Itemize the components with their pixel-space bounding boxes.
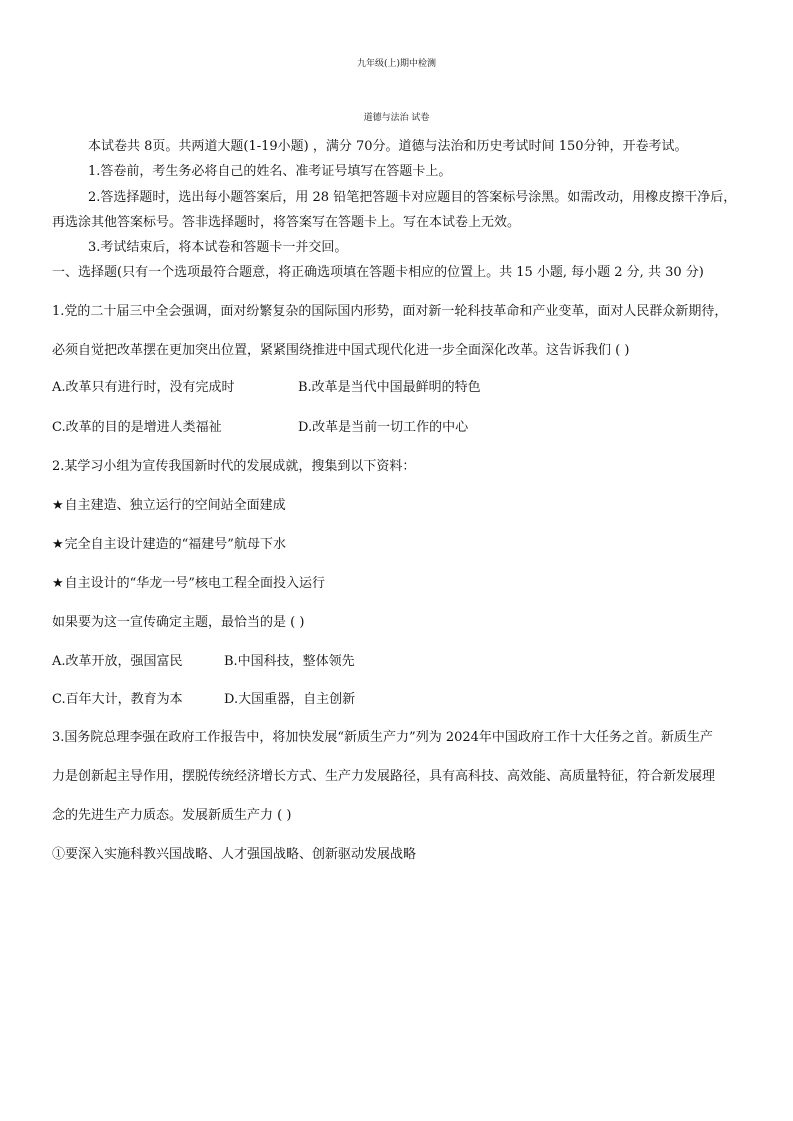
question-2-material-3 <box>52 577 325 590</box>
question-2-option-b: B.中国科技，整体领先 <box>224 654 355 669</box>
question-3-statement-1: ①要深入实施科教兴国战略、人才强国战略、创新驱动发展战略 <box>52 847 417 862</box>
question-2-option-c: C.百年大计，教育为本 <box>52 692 183 707</box>
instruction-item-2-line-1: 2.答选择题时，选出每小题答案后，用 28 铅笔把答题卡对应题目的答案标号涂黑。如需改动，用橡皮擦干净后， <box>88 190 737 205</box>
question-2-prompt: 如果要为这一宣传确定主题，最恰当的是 ( ) <box>52 615 305 630</box>
question-1-stem-line-2: 必须自觉把改革摆在更加突出位置，紧紧围绕推进中国式现代化进一步全面深化改革。这告诉我们 ( ) <box>52 343 630 358</box>
question-2-stem: 2.某学习小组为宣传我国新时代的发展成就，搜集到以下资料： <box>52 459 416 474</box>
question-2-option-d: D.大国重器，自主创新 <box>224 692 356 707</box>
question-1-option-d: D.改革是当前一切工作的中心 <box>298 420 469 435</box>
instructions-intro: 本试卷共 8页。共两道大题(1-19小题) ，满分 70分。道德与法治和历史考试时间 150分钟，开卷考试。 <box>88 139 688 154</box>
question-2-material-2 <box>52 538 286 551</box>
question-1-option-c: C.改革的目的是增进人类福祉 <box>52 420 222 435</box>
question-3-stem-line-2: 力是创新起主导作用，摆脱传统经济增长方式、生产力发展路径，具有高科技、高效能、高质量特征，符合新发展理 <box>52 769 716 784</box>
question-1-stem-line-1: 1.党的二十届三中全会强调，面对纷繁复杂的国际国内形势，面对新一轮科技革命和产业变革，面对人民群众新期待， <box>52 304 728 319</box>
question-3-stem-line-1: 3.国务院总理李强在政府工作报告中，将加快发展“新质生产力”列为 2024年中国政府工作十大任务之首。新质生产 <box>52 730 713 745</box>
subject-title: 道德与法治 试卷 <box>363 113 430 123</box>
question-2-option-a: A.改革开放，强国富民 <box>52 654 183 669</box>
material-text: 自主设计的“华龙一号”核电工程全面投入运行 <box>64 576 325 591</box>
question-2-material-1 <box>52 499 286 512</box>
star-icon: ★ <box>52 537 64 552</box>
instruction-item-3: 3.考试结束后，将本试卷和答题卡一并交回。 <box>88 240 348 255</box>
instruction-item-1: 1.答卷前，考生务必将自己的姓名、准考证号填写在答题卡上。 <box>88 164 452 179</box>
question-1-option-b: B.改革是当代中国最鲜明的特色 <box>298 380 481 395</box>
material-text: 完全自主设计建造的“福建号”航母下水 <box>64 537 286 552</box>
question-1-option-a: A.改革只有进行时，没有完成时 <box>52 380 235 395</box>
star-icon: ★ <box>52 498 64 513</box>
exam-title: 九年级(上)期中检测 <box>356 59 437 69</box>
star-icon: ★ <box>52 576 64 591</box>
question-3-stem-line-3: 念的先进生产力质态。发展新质生产力 ( ) <box>52 808 292 823</box>
section-heading: 一、选择题(只有一个选项最符合题意，将正确选项填在答题卡相应的位置上。共 15 小题, 每小题 2 分, 共 30 分) <box>52 265 704 280</box>
material-text: 自主建造、独立运行的空间站全面建成 <box>64 498 286 513</box>
instruction-item-2-line-2: 再选涂其他答案标号。答非选择题时，将答案写在答题卡上。写在本试卷上无效。 <box>52 215 521 230</box>
